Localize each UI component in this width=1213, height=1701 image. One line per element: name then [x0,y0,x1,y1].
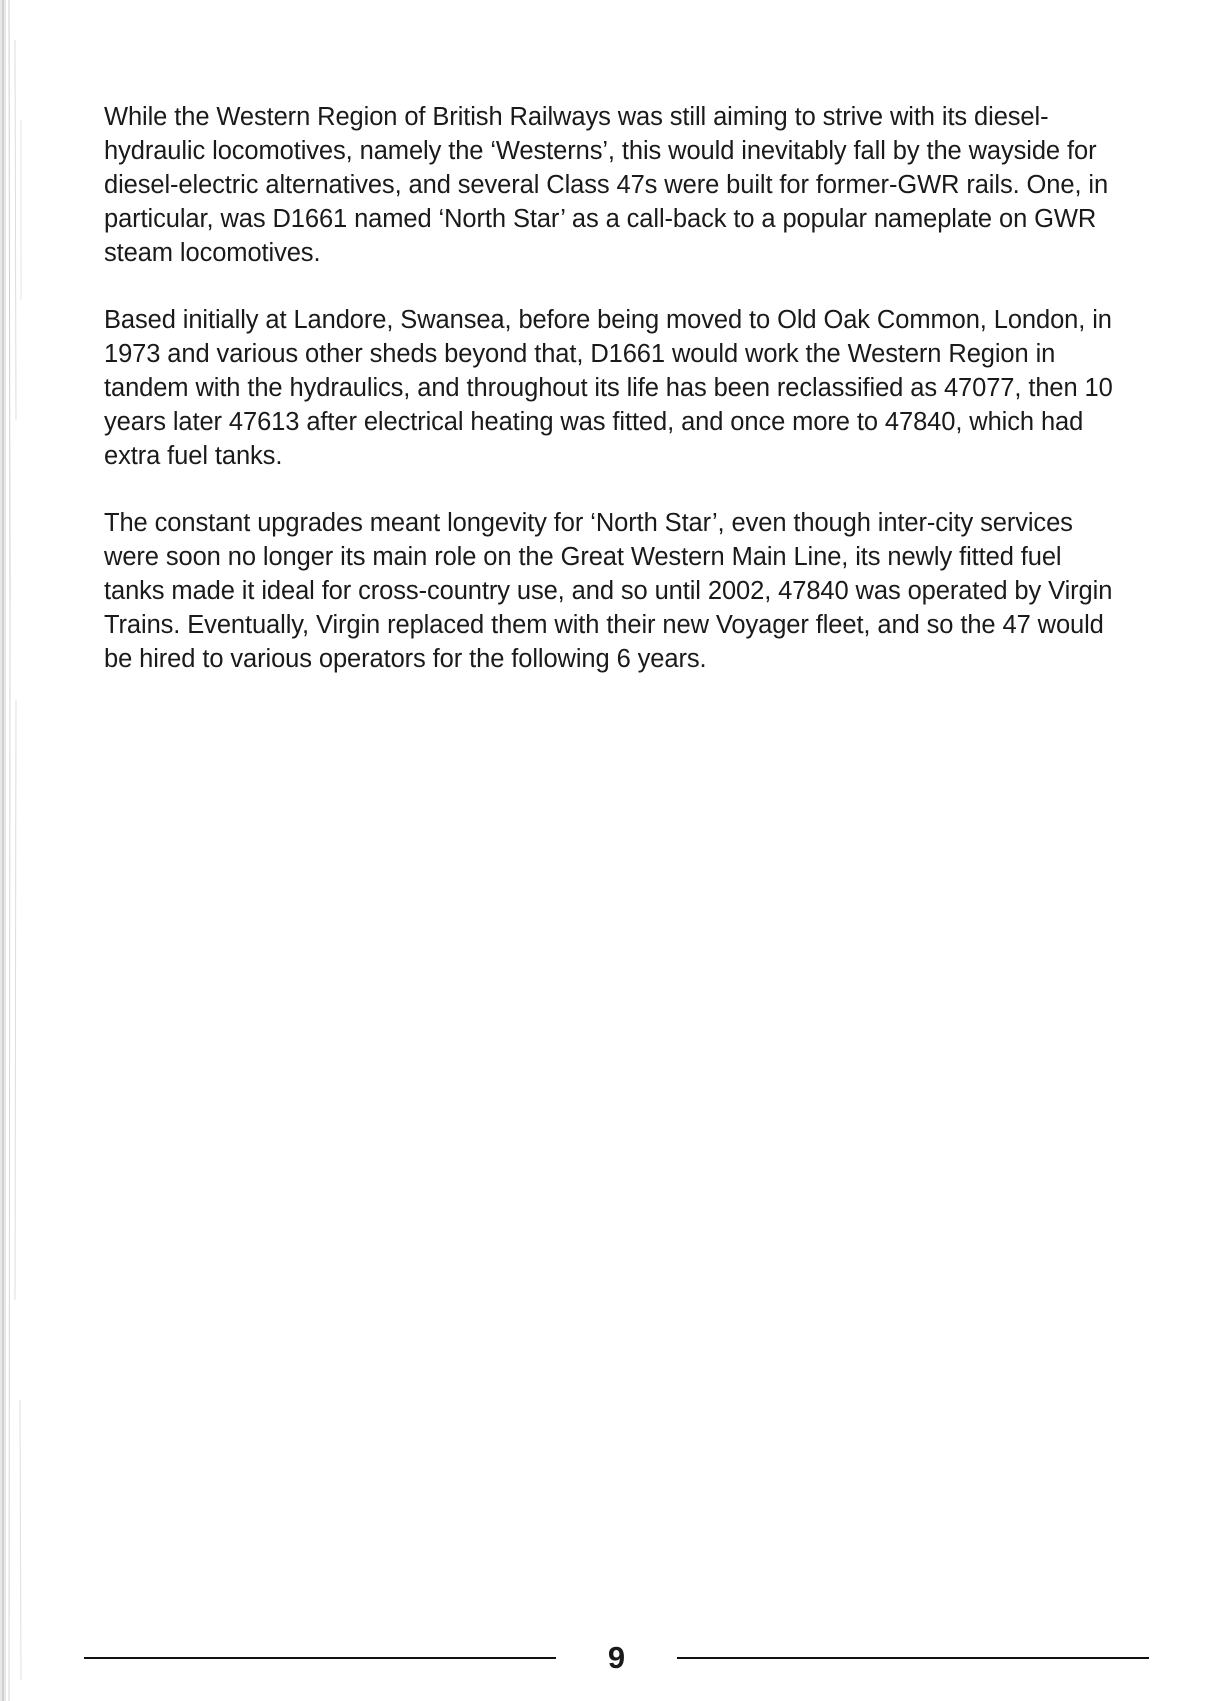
footer-rule-right [677,1657,1149,1659]
page-footer [84,1638,1149,1678]
paragraph-2: Based initially at Landore, Swansea, before being moved to Old Oak Common, London, in 1973 and various other sheds beyond that, D1661 would work the Western Region in tandem with the hydraulics, and throughout its life has been reclassified as 47077, then 10 years later 47613 after electrical heating was fitted, and once more to 47840, which had extra fuel tanks. [104,306,1113,470]
scanned-binding-edge [0,0,30,1701]
body-text [104,100,1124,709]
paragraph-1: While the Western Region of British Railways was still aiming to strive with its diesel-hydraulic locomotives, namely the ‘Westerns’, this would inevitably fall by the wayside for diesel-electric alternatives, and several Class 47s were built for former-GWR rails. One, in particular, was D1661 named ‘North Star’ as a call-back to a popular nameplate on GWR steam locomotives. [104,103,1109,267]
paragraph-3: The constant upgrades meant longevity for ‘North Star’, even though inter-city services were soon no longer its main role on the Great Western Main Line, its newly fitted fuel tanks made it ideal for cross-country use, and so until 2002, 47840 was operated by Virgin Trains. Eventually, Virgin replaced them with their new Voyager fleet, and so the 47 would be hired to various operators for the following 6 years. [104,509,1113,673]
page-number: 9 [607,1640,626,1675]
